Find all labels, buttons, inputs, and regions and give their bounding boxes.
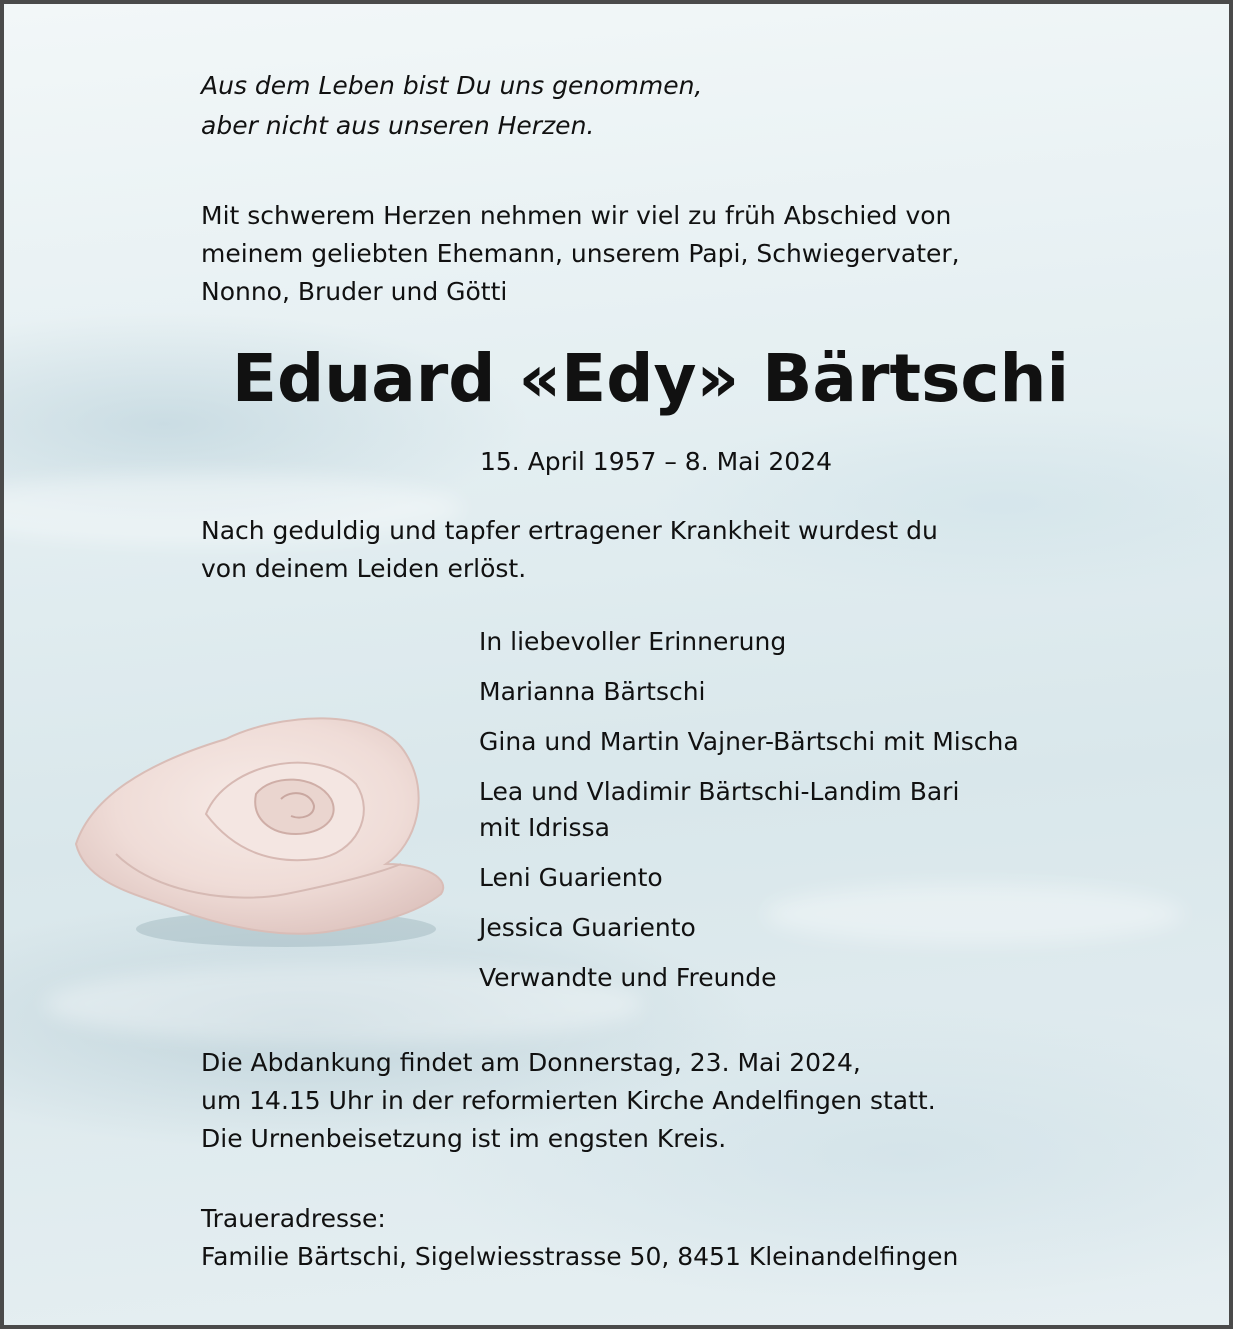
mourner-item: Leni Guariento	[479, 863, 663, 892]
intro-line: Mit schwerem Herzen nehmen wir viel zu früh Abschied von	[201, 201, 952, 230]
mourner-item: Jessica Guariento	[479, 913, 696, 942]
mourner-item: Marianna Bärtschi	[479, 677, 706, 706]
deceased-name: Eduard «Edy» Bärtschi	[231, 340, 1070, 417]
service-line: um 14.15 Uhr in der reformierten Kirche Andelfingen statt.	[201, 1086, 936, 1115]
motto-line: Aus dem Leben bist Du uns genommen,	[201, 71, 703, 100]
rose-image	[56, 694, 456, 954]
intro-line: Nonno, Bruder und Götti	[201, 277, 508, 306]
illness-line: von deinem Leiden erlöst.	[201, 554, 527, 583]
mourner-item: Verwandte und Freunde	[479, 963, 777, 992]
mourners-list	[479, 624, 1019, 1010]
motto	[201, 66, 702, 146]
service-line: Die Abdankung findet am Donnerstag, 23. Mai 2024,	[201, 1048, 861, 1077]
mourning-address	[201, 1200, 958, 1276]
intro-line: meinem geliebten Ehemann, unserem Papi, Schwiegervater,	[201, 239, 960, 268]
illness-text	[201, 512, 938, 588]
address-value: Familie Bärtschi, Sigelwiesstrasse 50, 8451 Kleinandelfingen	[201, 1242, 959, 1271]
mourner-item: Lea und Vladimir Bärtschi-Landim Bari mit Idrissa	[479, 777, 960, 842]
life-dates: 15. April 1957 – 8. Mai 2024	[480, 447, 833, 476]
intro-text	[201, 197, 960, 311]
illness-line: Nach geduldig und tapfer ertragener Krankheit wurdest du	[201, 516, 938, 545]
service-info	[201, 1044, 936, 1158]
mourner-item: In liebevoller Erinnerung	[479, 627, 787, 656]
service-line: Die Urnenbeisetzung ist im engsten Kreis.	[201, 1124, 727, 1153]
motto-line: aber nicht aus unseren Herzen.	[201, 111, 595, 140]
mourner-item: Gina und Martin Vajner-Bärtschi mit Mischa	[479, 727, 1019, 756]
address-label: Traueradresse:	[201, 1204, 386, 1233]
